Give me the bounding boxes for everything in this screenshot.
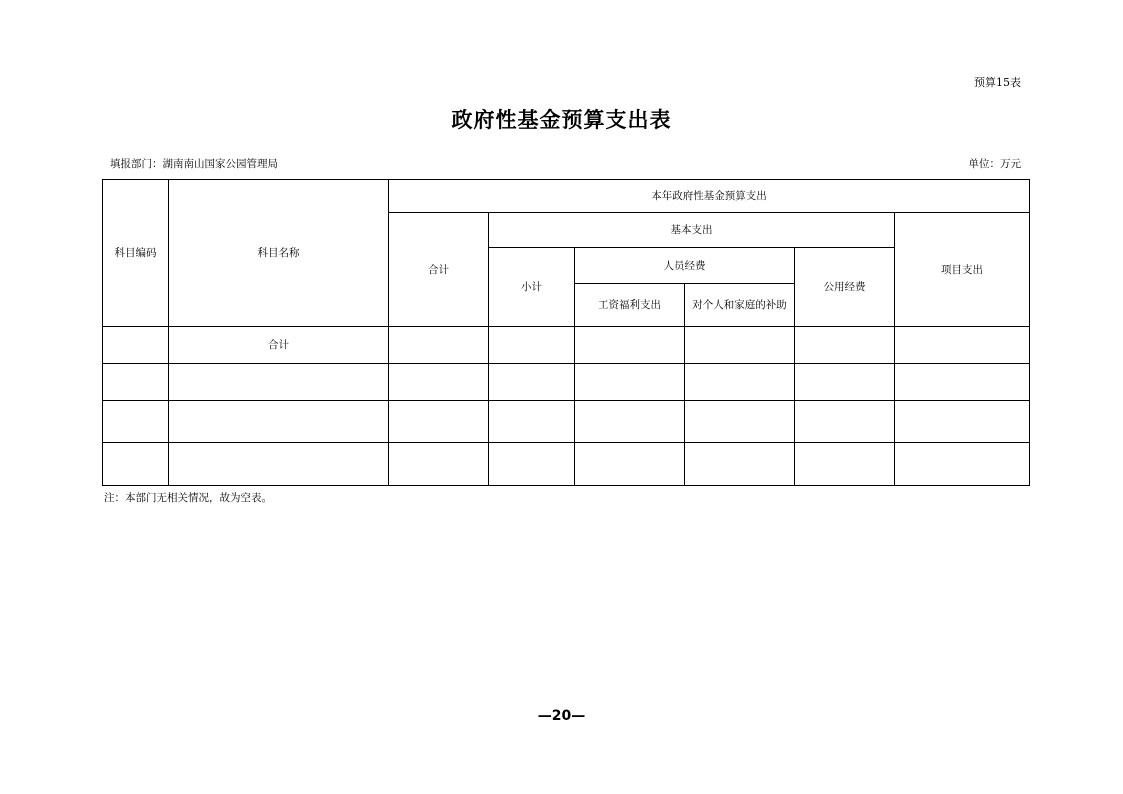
cell-total xyxy=(389,401,489,443)
cell-wage xyxy=(575,443,685,486)
cell-wage xyxy=(575,401,685,443)
cell-public xyxy=(795,443,895,486)
cell-subtotal xyxy=(489,443,575,486)
cell-code xyxy=(103,327,169,364)
cell-name xyxy=(169,364,389,401)
page-title: 政府性基金预算支出表 xyxy=(451,107,672,132)
cell-wage xyxy=(575,327,685,364)
header-personnel-expenses: 人员经费 xyxy=(575,248,795,284)
cell-name xyxy=(169,401,389,443)
cell-name xyxy=(169,443,389,486)
cell-project xyxy=(895,327,1030,364)
table-note: 注：本部门无相关情况，故为空表。 xyxy=(104,492,272,504)
cell-code xyxy=(103,401,169,443)
cell-public xyxy=(795,327,895,364)
cell-wage xyxy=(575,364,685,401)
cell-code xyxy=(103,443,169,486)
header-annual-fund-expenditure: 本年政府性基金预算支出 xyxy=(389,180,1030,213)
expenditure-table xyxy=(102,179,1030,486)
header-subject-name: 科目名称 xyxy=(169,180,389,327)
header-project-expenditure: 项目支出 xyxy=(895,213,1030,327)
table-number: 预算15表 xyxy=(974,76,1021,89)
cell-subsidy xyxy=(685,364,795,401)
table-row xyxy=(103,443,1030,486)
cell-total xyxy=(389,327,489,364)
header-public-expenses: 公用经费 xyxy=(795,248,895,327)
header-subject-code: 科目编码 xyxy=(103,180,169,327)
cell-project xyxy=(895,364,1030,401)
table-row xyxy=(103,327,1030,364)
cell-project xyxy=(895,443,1030,486)
cell-subtotal xyxy=(489,364,575,401)
cell-subsidy xyxy=(685,443,795,486)
cell-public xyxy=(795,401,895,443)
filing-department: 填报部门：湖南南山国家公园管理局 xyxy=(110,158,278,170)
cell-name: 合计 xyxy=(169,327,389,364)
cell-subsidy xyxy=(685,401,795,443)
header-household-subsidy: 对个人和家庭的补助 xyxy=(685,284,795,327)
header-basic-expenditure: 基本支出 xyxy=(489,213,895,248)
cell-subsidy xyxy=(685,327,795,364)
cell-total xyxy=(389,443,489,486)
cell-subtotal xyxy=(489,401,575,443)
cell-project xyxy=(895,401,1030,443)
header-wage-welfare: 工资福利支出 xyxy=(575,284,685,327)
table-row xyxy=(103,364,1030,401)
unit-label: 单位：万元 xyxy=(968,158,1021,170)
table-row xyxy=(103,401,1030,443)
page-number: —20— xyxy=(537,708,586,724)
header-subtotal: 小计 xyxy=(489,248,575,327)
cell-code xyxy=(103,364,169,401)
cell-subtotal xyxy=(489,327,575,364)
cell-total xyxy=(389,364,489,401)
header-total: 合计 xyxy=(389,213,489,327)
cell-public xyxy=(795,364,895,401)
